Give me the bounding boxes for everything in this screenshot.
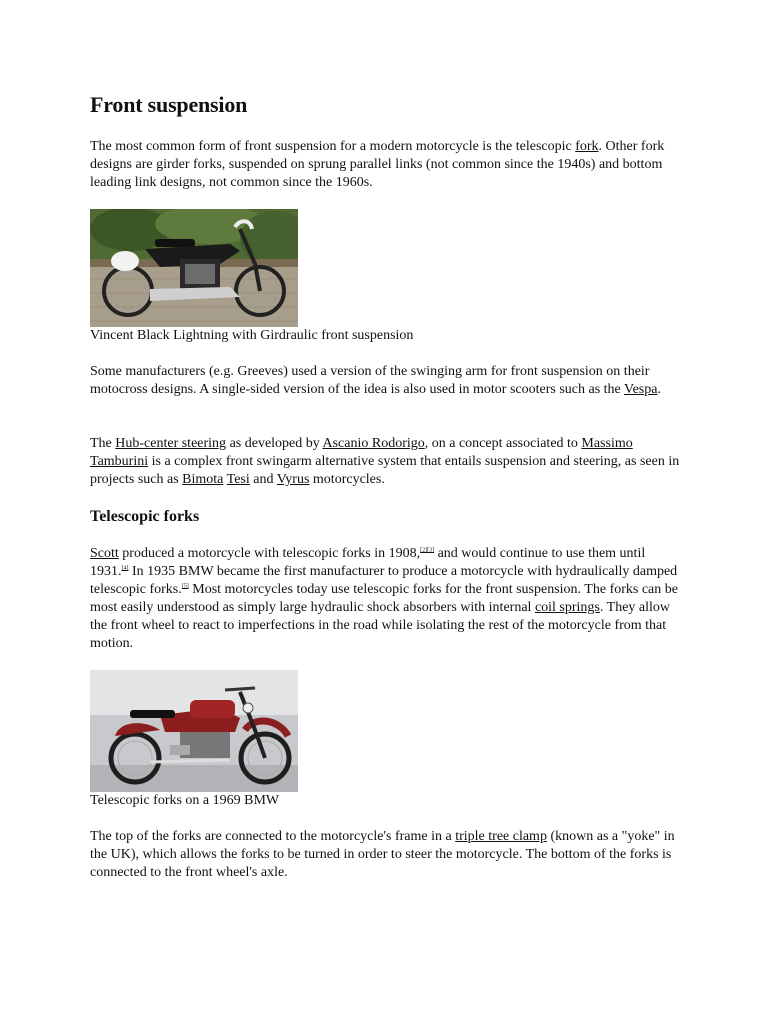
image1-caption: Vincent Black Lightning with Girdraulic front suspension (90, 328, 414, 343)
paragraph-intro: The most common form of front suspension for a modern motorcycle is the telescopic fork. Other fork designs are girder forks, suspended on sprung parallel links (not common since the 1940s) and bottom leading link designs, not common since the 1960s. (90, 139, 665, 190)
reference-5[interactable]: [5] (181, 583, 189, 590)
link-scott[interactable]: Scott (90, 546, 119, 561)
reference-4[interactable]: [4] (121, 565, 129, 572)
reference-2-3[interactable]: [2][3] (420, 547, 435, 554)
link-triple-tree-clamp[interactable]: triple tree clamp (455, 829, 547, 844)
page-title: Front suspension (90, 92, 248, 117)
link-vespa[interactable]: Vespa (624, 382, 658, 397)
link-ascanio-rodorigo[interactable]: Ascanio Rodorigo (322, 436, 425, 451)
link-hub-center-steering[interactable]: Hub-center steering (115, 436, 227, 451)
bmw-motorcycle-image (90, 670, 298, 792)
link-massimo-tamburini[interactable]: Massimo Tamburini (90, 436, 633, 469)
section-heading-telescopic-forks: Telescopic forks (90, 508, 200, 525)
paragraph-greeves: Some manufacturers (e.g. Greeves) used a version of the swinging arm for front suspension on their motocross designs. A single-sided version of the idea is also used in motor scooters such as the Vespa. (90, 364, 661, 397)
link-vyrus[interactable]: Vyrus (276, 472, 310, 487)
paragraph-telescopic: Scott produced a motorcycle with telescopic forks in 1908,[2][3] and would continue to use them until 1931.[4] In 1935 BMW became the first manufacturer to produce a motorcycle with hydraulically damped telescopic forks.[5] Most motorcycles today use telescopic forks for the front suspension. The forks can be most easily understood as simply large hydraulic shock absorbers with internal coil springs. They allow the front wheel to react to imperfections in the road while isolating the rest of the motorcycle from that motion. (90, 546, 678, 651)
link-tesi[interactable]: Tesi (226, 472, 250, 487)
vincent-motorcycle-photo (90, 209, 298, 327)
bmw-motorcycle-photo (90, 670, 298, 792)
paragraph-triple-tree: The top of the forks are connected to the motorcycle's frame in a triple tree clamp (known as a "yoke" in the UK), which allows the forks to be turned in order to steer the motorcycle. The bottom of the forks is connected to the front wheel's axle. (90, 829, 675, 880)
link-bimota[interactable]: Bimota (182, 472, 224, 487)
link-coil-springs[interactable]: coil springs (534, 600, 600, 615)
vincent-motorcycle-image (90, 209, 298, 327)
image2-caption: Telescopic forks on a 1969 BMW (90, 793, 280, 808)
paragraph-hub-center: The Hub-center steering as developed by Ascanio Rodorigo, on a concept associated to Massimo Tamburini is a complex front swingarm alternative system that entails suspension and steering, as seen in projects such as Bimota Tesi and Vyrus motorcycles. (90, 436, 680, 487)
link-fork[interactable]: fork (575, 139, 599, 154)
